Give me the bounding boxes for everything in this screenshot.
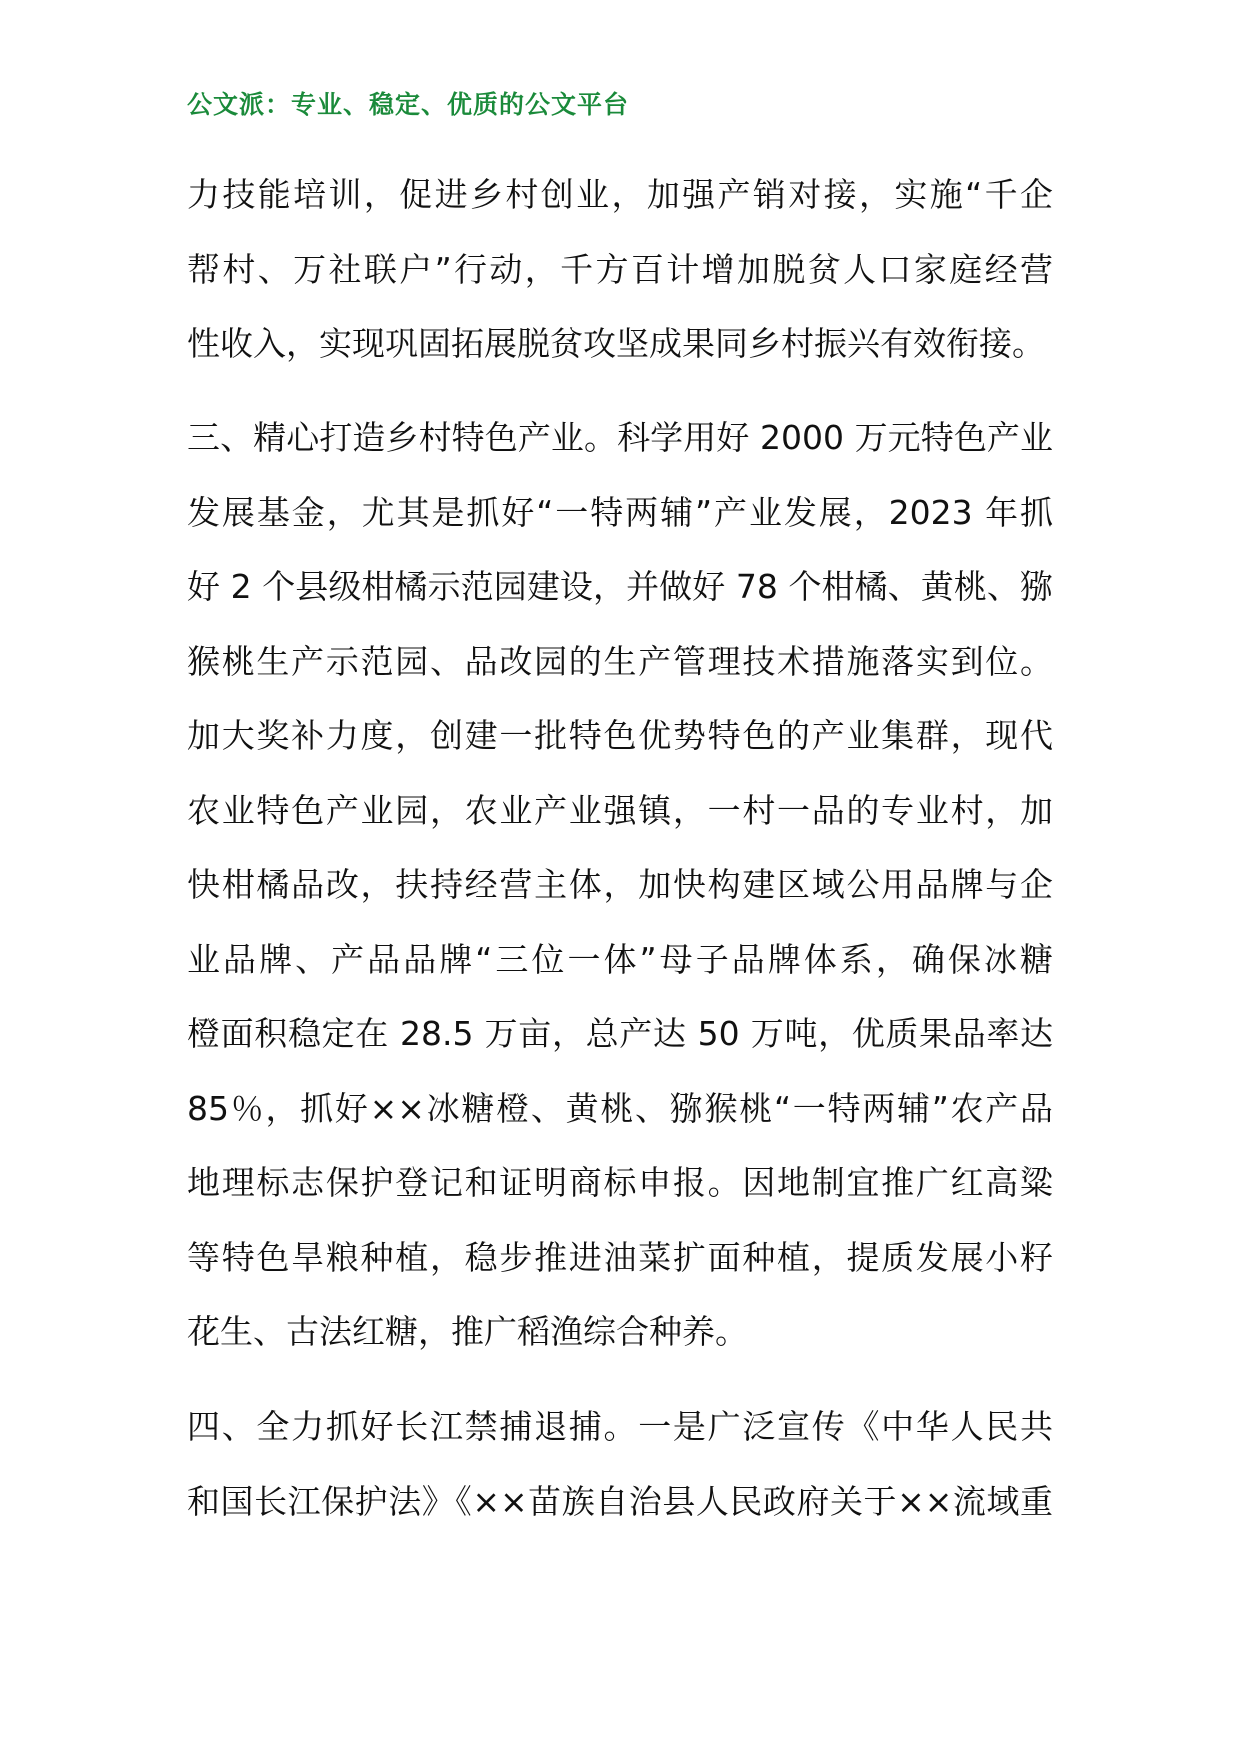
text-line: 花生、古法红糖，推广稻渔综合种养。: [187, 1312, 748, 1351]
paragraph-income: [187, 158, 1053, 382]
text-line: 橙面积稳定在 28.5 万亩，总产达 50 万吨，优质果品率达: [187, 1014, 1053, 1053]
text-line: 业品牌、产品品牌“三位一体”母子品牌体系，确保冰糖: [187, 939, 1053, 979]
text-line: 帮村、万社联户”行动，千方百计增加脱贫人口家庭经营: [187, 249, 1053, 289]
text-line: 地理标志保护登记和证明商标申报。因地制宜推广红高粱: [187, 1163, 1053, 1202]
text-line: 好 2 个县级柑橘示范园建设，并做好 78 个柑橘、黄桃、猕: [187, 567, 1053, 606]
text-line: 三、精心打造乡村特色产业。科学用好 2000 万元特色产业: [187, 418, 1053, 457]
paragraph-specialty-industry: [187, 401, 1053, 1370]
page-header: 公文派：专业、稳定、优质的公文平台: [187, 90, 630, 119]
text-line: 85％，抓好××冰糖橙、黄桃、猕猴桃“一特两辅”农产品: [187, 1088, 1053, 1128]
text-line: 力技能培训，促进乡村创业，加强产销对接，实施“千企: [187, 175, 1053, 214]
text-line: 猴桃生产示范园、品改园的生产管理技术措施落实到位。: [187, 641, 1053, 681]
text-line: 性收入，实现巩固拓展脱贫攻坚成果同乡村振兴有效衔接。: [187, 324, 1045, 363]
text-line: 等特色旱粮种植，稳步推进油菜扩面种植，提质发展小籽: [187, 1237, 1053, 1277]
text-line: 快柑橘品改，扶持经营主体，加快构建区域公用品牌与企: [187, 865, 1053, 904]
text-line: 和国长江保护法》《××苗族自治县人民政府关于××流域重: [187, 1481, 1053, 1521]
text-line: 四、全力抓好长江禁捕退捕。一是广泛宣传《中华人民共: [187, 1407, 1053, 1446]
text-line: 加大奖补力度，创建一批特色优势特色的产业集群，现代: [187, 716, 1053, 755]
text-line: 农业特色产业园，农业产业强镇，一村一品的专业村，加: [187, 790, 1053, 830]
text-line: 发展基金，尤其是抓好“一特两辅”产业发展，2023 年抓: [187, 492, 1053, 532]
paragraph-yangtze-fishing-ban: [187, 1390, 1053, 1539]
